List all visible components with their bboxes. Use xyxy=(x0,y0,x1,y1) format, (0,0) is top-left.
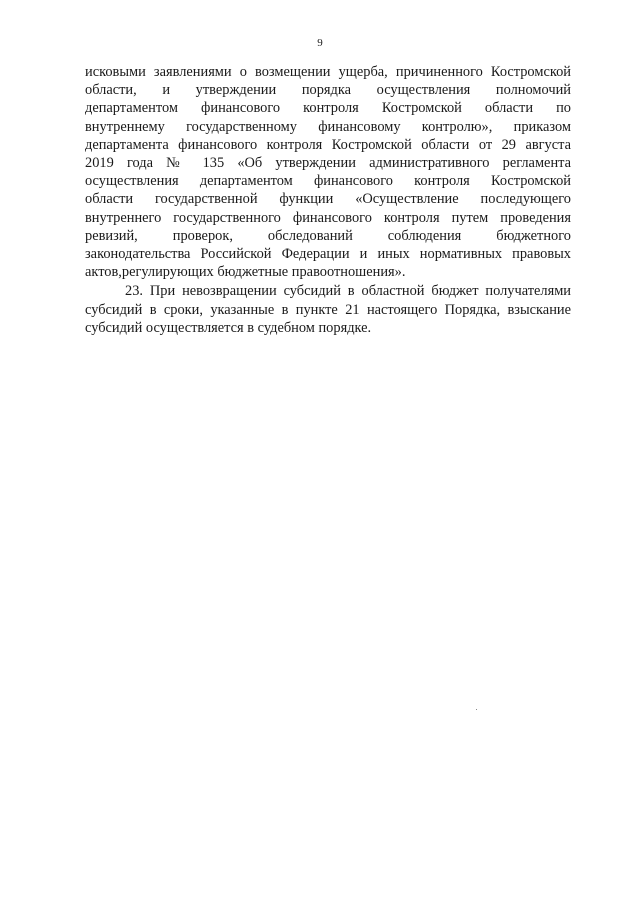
paragraph-continuation xyxy=(85,63,571,281)
text-line: области государственной функции «Осуществление последующего xyxy=(85,191,571,208)
text-line: исковыми заявлениями о возмещении ущерба, причиненного Костромской xyxy=(85,64,571,80)
text-line: 2019 года № 135 «Об утверждении административного регламента xyxy=(85,155,571,172)
text-line: департамента финансового контроля Костромской области от 29 августа xyxy=(85,136,571,153)
page-number: 9 xyxy=(317,37,323,49)
text-line: законодательства Российской Федерации и иных нормативных правовых xyxy=(85,246,571,263)
text-line: департаментом финансового контроля Костромской области по xyxy=(85,100,571,117)
document-body xyxy=(85,63,571,337)
text-line: внутреннему государственному финансовому контролю», приказом xyxy=(85,118,571,135)
text-line: осуществления департаментом финансового контроля Костромской xyxy=(85,173,571,190)
paragraph-23 xyxy=(85,282,571,337)
text-line: внутреннего государственного финансового контроля путем проведения xyxy=(85,209,571,226)
scan-speck xyxy=(476,709,477,710)
text-line: области, и утверждении порядка осуществления полномочий xyxy=(85,82,571,99)
text-line: субсидий осуществляется в судебном порядке. xyxy=(85,319,372,336)
text-line: актов,регулирующих бюджетные правоотношения». xyxy=(85,264,406,281)
text-line: ревизий, проверок, обследований соблюдения бюджетного xyxy=(85,227,571,244)
text-line: субсидий в сроки, указанные в пункте 21 настоящего Порядка, взыскание xyxy=(85,301,571,318)
text-line: 23. При невозвращении субсидий в областной бюджет получателями xyxy=(125,283,571,300)
